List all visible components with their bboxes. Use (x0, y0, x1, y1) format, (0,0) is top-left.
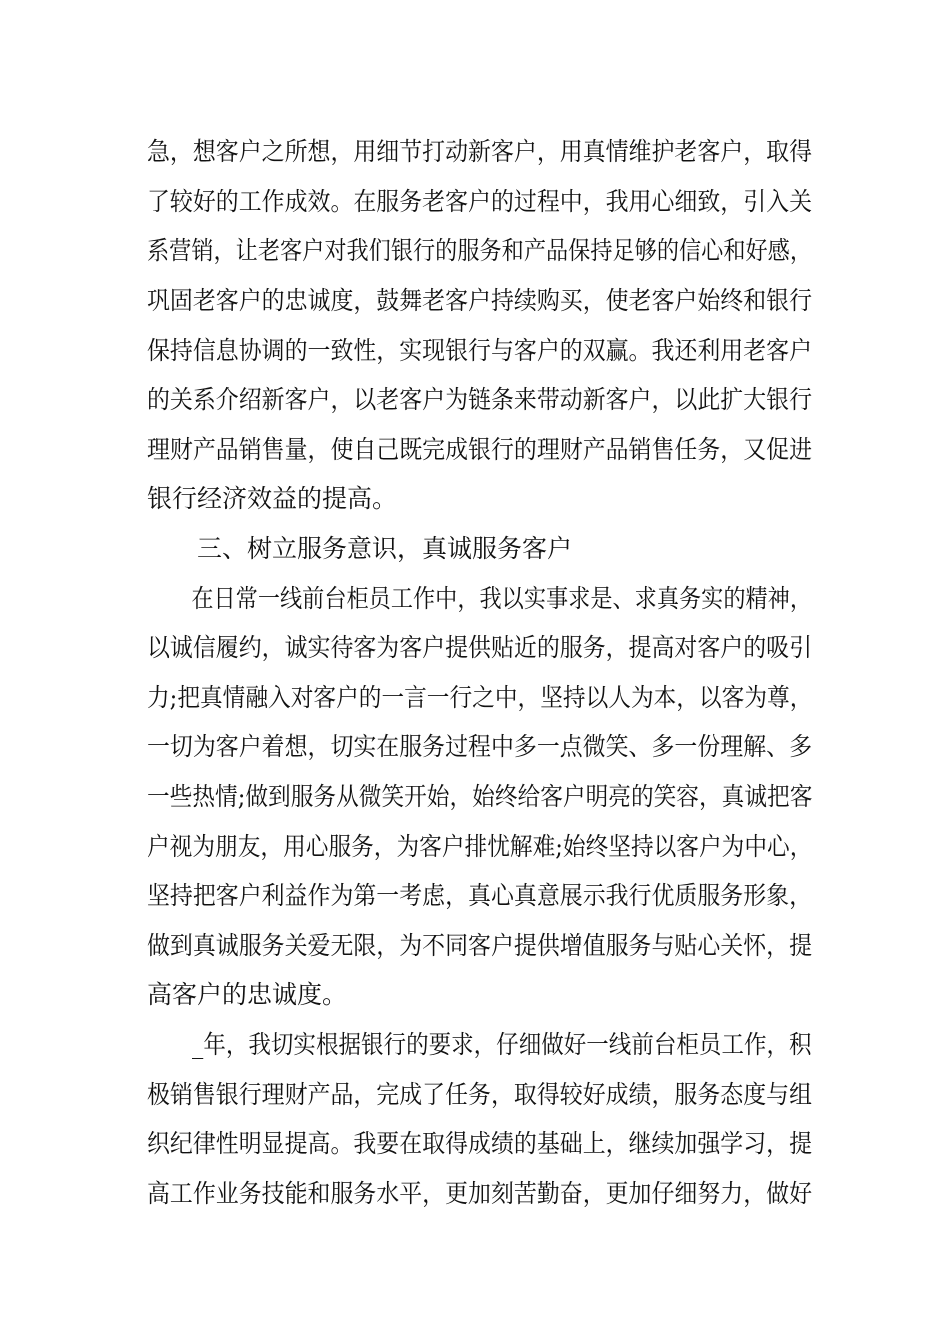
text-line: 极销售银行理财产品，完成了任务，取得较好成绩，服务态度与组 (147, 1080, 813, 1109)
text-line: 一切为客户着想，切实在服务过程中多一点微笑、多一份理解、多 (147, 732, 813, 761)
text-line: 了较好的工作成效。在服务老客户的过程中，我用心细致，引入关 (147, 187, 813, 216)
text-line: 在日常一线前台柜员工作中，我以实事求是、求真务实的精神， (147, 584, 813, 613)
text-line: 的关系介绍新客户，以老客户为链条来带动新客户，以此扩大银行 (147, 385, 813, 414)
text-line: 系营销，让老客户对我们银行的服务和产品保持足够的信心和好感， (147, 236, 813, 265)
text-line: 急，想客户之所想，用细节打动新客户，用真情维护老客户，取得 (147, 137, 813, 166)
text-line: 织纪律性明显提高。我要在取得成绩的基础上，继续加强学习，提 (147, 1129, 813, 1158)
text-line: 巩固老客户的忠诚度，鼓舞老客户持续购买，使老客户始终和银行 (147, 286, 813, 315)
text-line: 高客户的忠诚度。 (147, 980, 348, 1009)
text-line: 户视为朋友，用心服务，为客户排忧解难;始终坚持以客户为中心， (147, 832, 813, 861)
section-heading: 三、树立服务意识，真诚服务客户 (147, 534, 573, 563)
text-line: 银行经济效益的提高。 (147, 484, 398, 513)
text-line: 做到真诚服务关爱无限，为不同客户提供增值服务与贴心关怀，提 (147, 931, 813, 960)
text-line: 一些热情;做到服务从微笑开始，始终给客户明亮的笑容，真诚把客 (147, 782, 813, 811)
text-line: 坚持把客户利益作为第一考虑，真心真意展示我行优质服务形象， (147, 881, 813, 910)
text-line: _年，我切实根据银行的要求，仔细做好一线前台柜员工作，积 (147, 1030, 812, 1059)
text-line: 理财产品销售量，使自己既完成银行的理财产品销售任务，又促进 (147, 435, 813, 464)
text-line: 力;把真情融入对客户的一言一行之中，坚持以人为本，以客为尊， (147, 683, 813, 712)
text-line: 高工作业务技能和服务水平，更加刻苦勤奋，更加仔细努力，做好 (147, 1179, 813, 1208)
text-line: 以诚信履约，诚实待客为客户提供贴近的服务，提高对客户的吸引 (147, 633, 813, 662)
text-line: 保持信息协调的一致性，实现银行与客户的双赢。我还利用老客户 (147, 336, 813, 365)
